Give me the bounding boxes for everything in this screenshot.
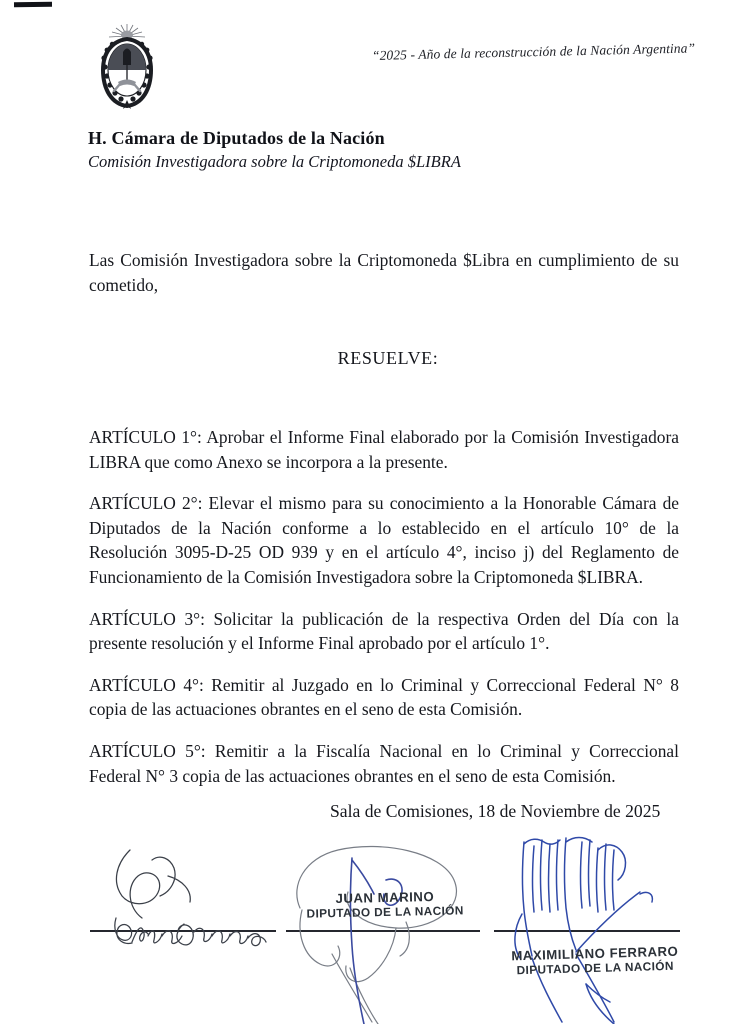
articulo-2: ARTÍCULO 2°: Elevar el mismo para su conocimiento a la Honorable Cámara de Diputados de la Nación conforme a lo establecido en el artículo 10° de la Resolución 3095-D-25 OD 939 y en el artículo 4°, inciso j) del Reglamento de Funcionamiento de la Comisión Investigadora sobre la Criptomoneda $LIBRA. <box>89 493 679 587</box>
articulo-5: ARTÍCULO 5°: Remitir a la Fiscalía Nacional en lo Criminal y Correccional Federal N° 3 copia de las actuaciones obrantes en el seno de esta Comisión. <box>89 740 679 786</box>
signer-name-marino: JUAN MARINO <box>335 888 435 907</box>
dateline: Sala de Comisiones, 18 de Noviembre de 2025 <box>330 801 661 821</box>
articulo-1: ARTÍCULO 1°: Aprobar el Informe Final elaborado por la Comisión Investigadora LIBRA que como Anexo se incorpora a la presente. <box>89 427 679 472</box>
signer-name-ferraro: MAXIMILIANO FERRARO <box>511 943 679 964</box>
signature-stamp-marino <box>300 888 471 921</box>
organization-title: H. Cámara de Diputados de la Nación <box>88 128 385 148</box>
signature-stamp-ferraro <box>505 943 686 977</box>
articles-block <box>89 425 679 805</box>
resolves-heading: RESUELVE: <box>337 348 439 368</box>
signature-line-center <box>286 930 480 932</box>
preamble-block <box>89 248 679 298</box>
preamble-text: Las Comisión Investigadora sobre la Criptomoneda $Libra en cumplimiento de su cometido, <box>89 250 679 295</box>
signature-line-right <box>494 930 680 932</box>
signature-carro <box>96 846 296 956</box>
signature-line-left <box>90 930 276 932</box>
scan-artifact-mark <box>14 2 52 7</box>
commission-subtitle: Comisión Investigadora sobre la Criptomoneda $LIBRA <box>88 152 461 171</box>
year-motto: “2025 - Año de la reconstrucción de la Nación Argentina” <box>371 40 696 63</box>
argentina-coat-of-arms-icon <box>96 22 158 114</box>
articulo-3: ARTÍCULO 3°: Solicitar la publicación de la respectiva Orden del Día con la presente resolución y el Informe Final aprobado por el artículo 1°. <box>89 608 679 654</box>
signer-role-ferraro: DIPUTADO DE LA NACIÓN <box>516 958 674 977</box>
articulo-4: ARTÍCULO 4°: Remitir al Juzgado en lo Criminal y Correccional Federal N° 8 copia de las actuaciones obrantes en el seno de esta Comisión. <box>89 674 679 720</box>
signer-role-marino: DIPUTADO DE LA NACIÓN <box>306 902 464 921</box>
